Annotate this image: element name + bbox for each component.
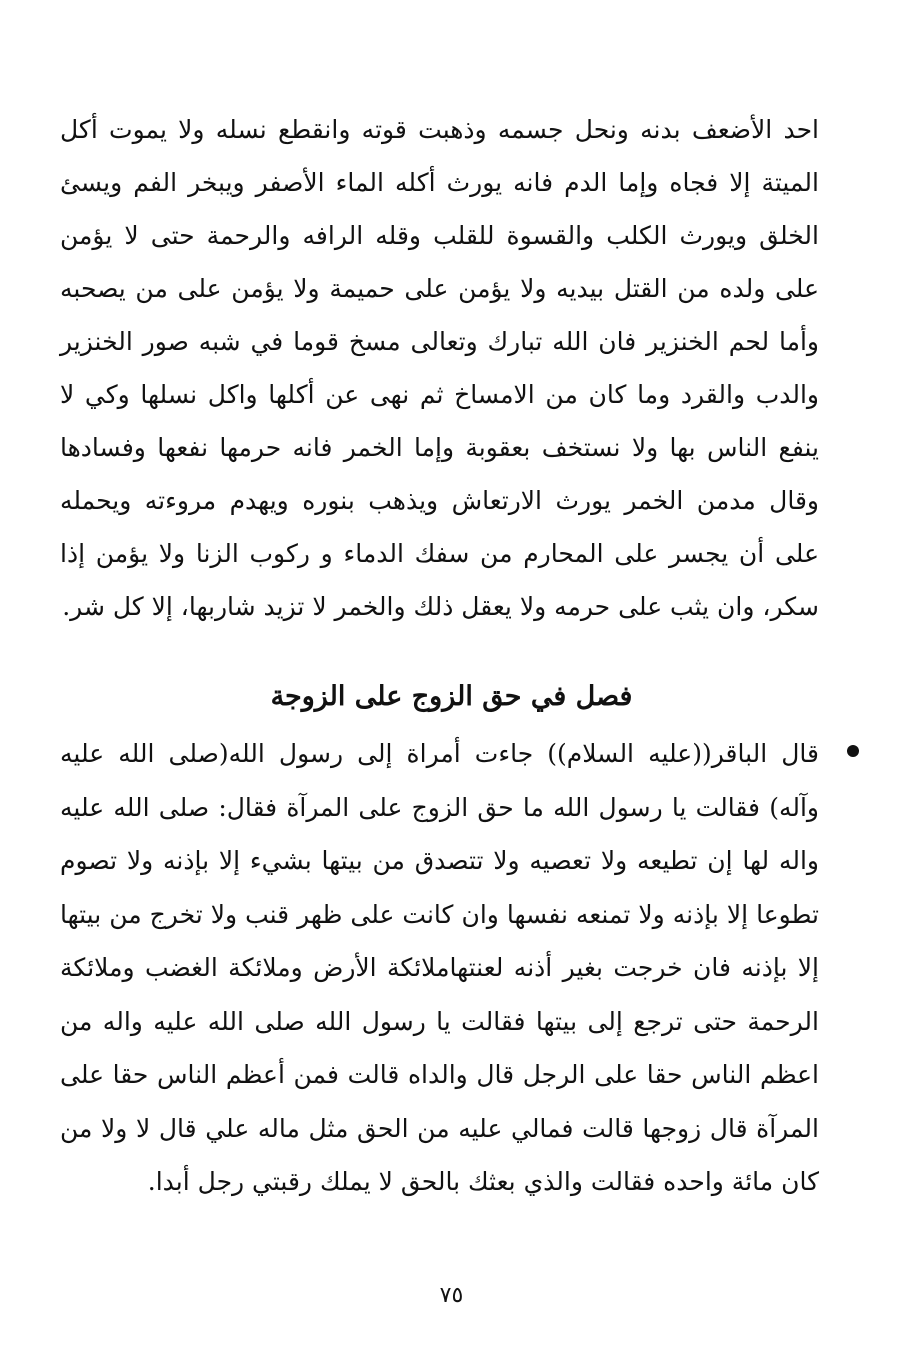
bullet-icon (847, 745, 859, 757)
section-heading: فصل في حق الزوج على الزوجة (270, 681, 633, 712)
page-number: ٧٥ (439, 1283, 464, 1308)
bullet-paragraph: قال الباقر((عليه السلام)) جاءت أمراة إلى رسول الله(صلى الله عليه وآله) فقالت يا رسول الله ما حق الزوج على المرآة فقال: صلى الله عليه واله لها إن تطيعه ولا تعصيه ولا تتصدق من بيتها بشيء إلا بإذنه ولا تصوم تطوعا إلا بإذنه ولا تمنعه نفسها وان كانت على ظهر قنب ولا تخرج من بيتها إلا بإذنه فان خرجت بغير أذنه لعنتهاملائكة الأرض وملائكة الغضب وملائكة الرحمة حتى ترجع إلى بيتها فقالت يا رسول الله صلى الله عليه واله من اعظم الناس حقا على الرجل قال والداه قالت فمن أعظم الناس حقا على المرآة قال زوجها قالت فمالي عليه من الحق مثل ماله علي قال لا ولا من كان مائة واحده فقالت والذي بعثك بالحق لا يملك رقبتي رجل أبدا. (60, 739, 819, 1196)
body-paragraph: احد الأضعف بدنه ونحل جسمه وذهبت قوته وانقطع نسله ولا يموت أكل الميتة إلا فجاه وإما الدم فانه يورث أكله الماء الأصفر ويبخر الفم ويسئ الخلق ويورث الكلب والقسوة للقلب وقله الرافه والرحمة حتى لا يؤمن على ولده من القتل بيديه ولا يؤمن على حميمة ولا يؤمن على من يصحبه وأما لحم الخنزير فان الله تبارك وتعالى مسخ قوما في شبه صور الخنزير والدب والقرد وما كان من الامساخ ثم نهى عن أكلها واكل نسلها وكي لا ينفع الناس بها ولا نستخف بعقوبة وإما الخمر فانه حرمها نفعها وفسادها وقال مدمن الخمر يورث الارتعاش ويذهب بنوره ويهدم مروءته ويحمله على أن يجسر على المحارم من سفك الدماء و ركوب الزنا ولا يؤمن إذا سكر، وان يثب على حرمه ولا يعقل ذلك والخمر لا تزيد شاربها، إلا كل شر. (60, 115, 819, 621)
bullet-item (60, 727, 819, 1209)
